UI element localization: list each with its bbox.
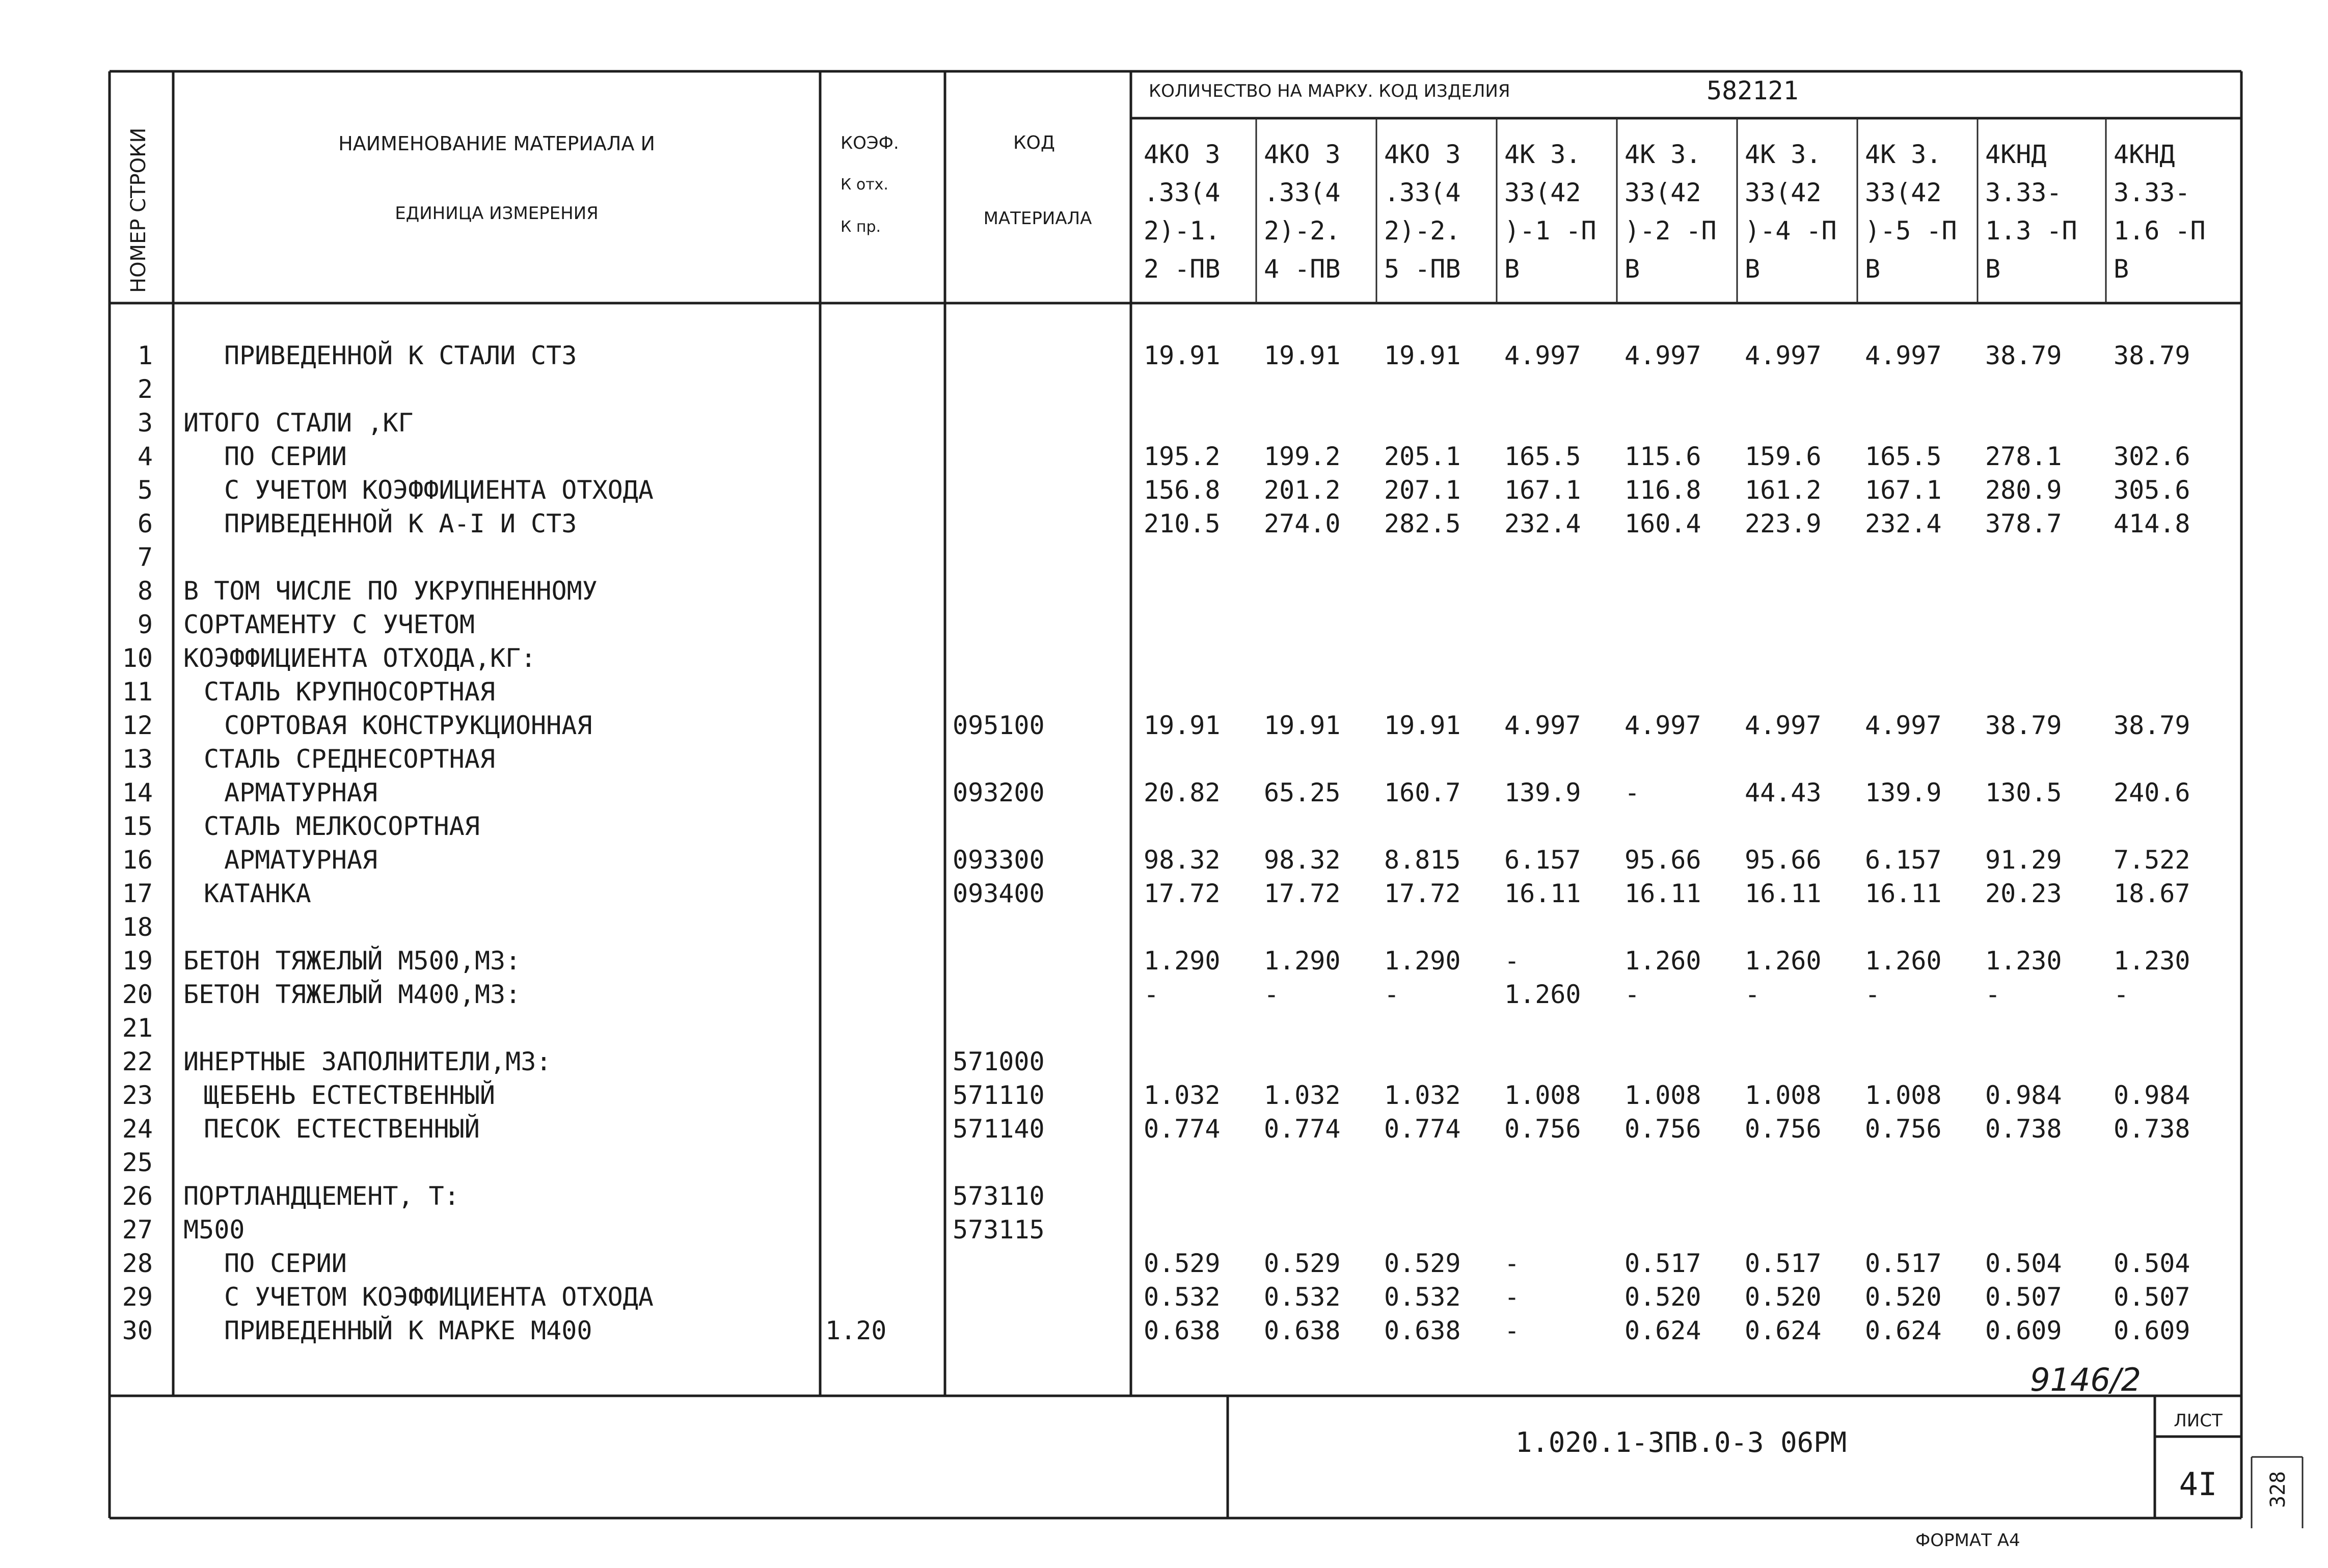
quantity-cell: 1.290 [1384,946,1461,976]
column-header-line: В [1985,254,2001,284]
quantity-cell: 1.008 [1865,1080,1942,1110]
quantity-cell: 0.520 [1865,1282,1942,1312]
quantity-cell: 16.11 [1865,879,1942,908]
quantity-cell: 1.290 [1144,946,1221,976]
material-code: 571140 [953,1114,1045,1144]
quantity-cell: 156.8 [1144,475,1221,505]
quantity-cell: 4.997 [1865,341,1942,370]
quantity-cell: 17.72 [1264,879,1341,908]
column-header-line: 33(42 [1865,178,1942,207]
column-header-line: 4К 3. [1865,140,1942,169]
quantity-cell: 38.79 [1985,341,2062,370]
product-code: 582121 [1707,76,1799,105]
quantity-cell: 0.624 [1745,1316,1822,1345]
material-label: СОРТАМЕНТУ С УЧЕТОМ [183,610,475,639]
row-number: 12 [122,711,153,740]
quantity-cell: 0.609 [1985,1316,2062,1345]
quantity-cell: 240.6 [2114,778,2190,807]
row-number-header: НОМЕР СТРОКИ [127,127,150,293]
side-mark: 328 [2266,1471,2290,1508]
quantity-cell: 0.532 [1264,1282,1341,1312]
quantity-cell: 0.638 [1264,1316,1341,1345]
column-header-line: 4КНД [2114,140,2175,169]
row-number: 19 [122,946,153,976]
quantity-cell: 1.260 [1625,946,1701,976]
quantity-cell: 1.230 [2114,946,2190,976]
quantity-cell: 0.529 [1384,1249,1461,1278]
quantity-cell: 0.774 [1264,1114,1341,1144]
row-number: 29 [122,1282,153,1312]
column-header-line: 2)-2. [1384,216,1461,246]
quantity-cell: 17.72 [1144,879,1221,908]
quantity-cell: - [1625,778,1640,807]
column-header-line: В [1745,254,1761,284]
quantity-cell: 1.032 [1384,1080,1461,1110]
quantity-cell: 98.32 [1144,845,1221,875]
column-headers [1144,140,2206,284]
material-label: АРМАТУРНАЯ [224,778,378,807]
quantity-cell: - [1504,1282,1520,1312]
quantity-cell: 0.624 [1625,1316,1701,1345]
material-label: БЕТОН ТЯЖЕЛЫЙ М500,М3: [183,946,521,976]
quantity-cell: 0.738 [2114,1114,2190,1144]
quantity-cell: 44.43 [1745,778,1822,807]
row-number: 6 [137,509,153,538]
quantity-cell: 223.9 [1745,509,1822,538]
column-header-line: 2 -ПВ [1144,254,1221,284]
material-code-header-2: МАТЕРИАЛА [983,208,1092,229]
quantity-cell: 0.774 [1384,1114,1461,1144]
quantity-cell: 6.157 [1504,845,1581,875]
quantity-cell: 0.638 [1144,1316,1221,1345]
quantity-cell: 165.5 [1865,442,1942,471]
row-number: 1 [137,341,153,370]
row-number: 4 [137,442,153,471]
quantity-cell: - [1745,980,1761,1009]
quantity-cell: 0.624 [1865,1316,1942,1345]
material-code: 093300 [953,845,1045,875]
column-header-line: .33(4 [1384,178,1461,207]
quantity-cell: 0.756 [1865,1114,1942,1144]
quantity-header: КОЛИЧЕСТВО НА МАРКУ. КОД ИЗДЕЛИЯ [1149,81,1510,101]
quantity-cell: 18.67 [2114,879,2190,908]
quantity-cell: 207.1 [1384,475,1461,505]
row-number: 16 [122,845,153,875]
quantity-cell: 0.774 [1144,1114,1221,1144]
row-number: 3 [137,408,153,438]
quantity-cell: 414.8 [2114,509,2190,538]
quantity-cell: 19.91 [1384,711,1461,740]
coefficient-header: КОЭФ. [841,133,899,153]
row-number: 28 [122,1249,153,1278]
quantity-cell: - [2114,980,2129,1009]
quantity-cell: 210.5 [1144,509,1221,538]
column-header-line: 1.6 -П [2114,216,2206,246]
material-label: СТАЛЬ КРУПНОСОРТНАЯ [204,677,495,707]
quantity-cell: 0.507 [1985,1282,2062,1312]
quantity-cell: 38.79 [2114,711,2190,740]
quantity-cell: 38.79 [2114,341,2190,370]
quantity-cell: 0.756 [1625,1114,1701,1144]
quantity-cell: 95.66 [1625,845,1701,875]
quantity-cell: 280.9 [1985,475,2062,505]
column-header-line: .33(4 [1144,178,1221,207]
material-code: 571000 [953,1047,1045,1076]
quantity-cell: 0.638 [1384,1316,1461,1345]
material-label: С УЧЕТОМ КОЭФФИЦИЕНТА ОТХОДА [224,475,654,505]
row-number: 27 [122,1215,153,1245]
row-number: 8 [137,576,153,606]
coefficient-reduced-header: К пр. [841,218,881,236]
quantity-cell: 1.008 [1745,1080,1822,1110]
quantity-cell: 4.997 [1865,711,1942,740]
column-header-line: .33(4 [1264,178,1341,207]
column-header-line: 1.3 -П [1985,216,2077,246]
row-number: 2 [137,374,153,404]
quantity-cell: - [1865,980,1881,1009]
material-label: С УЧЕТОМ КОЭФФИЦИЕНТА ОТХОДА [224,1282,654,1312]
quantity-cell: 20.82 [1144,778,1221,807]
row-number: 9 [137,610,153,639]
coefficient-waste-header: К отх. [841,176,888,194]
quantity-cell: 16.11 [1745,879,1822,908]
quantity-cell: - [1504,1249,1520,1278]
column-header-line: 4КО 3 [1144,140,1221,169]
column-header-line: 3.33- [1985,178,2062,207]
quantity-cell: 1.008 [1504,1080,1581,1110]
quantity-cell: 4.997 [1745,711,1822,740]
column-header-line: 33(42 [1745,178,1822,207]
row-number: 30 [122,1316,153,1345]
column-header-line: 4КО 3 [1384,140,1461,169]
quantity-cell: 1.032 [1144,1080,1221,1110]
quantity-cell: 95.66 [1745,845,1822,875]
quantity-cell: 282.5 [1384,509,1461,538]
material-label: ПО СЕРИИ [224,1249,347,1278]
quantity-cell: 116.8 [1625,475,1701,505]
quantity-cell: 195.2 [1144,442,1221,471]
quantity-cell: 4.997 [1625,341,1701,370]
quantity-cell: 160.4 [1625,509,1701,538]
quantity-cell: 0.520 [1625,1282,1701,1312]
material-label: ЩЕБЕНЬ ЕСТЕСТВЕННЫЙ [204,1080,495,1110]
quantity-cell: 16.11 [1625,879,1701,908]
quantity-cell: 201.2 [1264,475,1341,505]
column-header-line: 4 -ПВ [1264,254,1341,284]
quantity-cell: 1.008 [1625,1080,1701,1110]
material-code: 573110 [953,1181,1045,1211]
quantity-cell: 160.7 [1384,778,1461,807]
quantity-cell: - [1985,980,2001,1009]
quantity-cell: - [1264,980,1280,1009]
column-header-line: )-4 -П [1745,216,1837,246]
handwritten-sheet-ref: 9146/2 [2030,1361,2142,1398]
quantity-cell: 4.997 [1504,341,1581,370]
quantity-cell: 0.504 [2114,1249,2190,1278]
quantity-cell: 278.1 [1985,442,2062,471]
row-number: 20 [122,980,153,1009]
material-label: ПОРТЛАНДЦЕМЕНТ, Т: [183,1181,459,1211]
material-code: 571110 [953,1080,1045,1110]
quantity-cell: 139.9 [1865,778,1942,807]
column-header-line: В [2114,254,2129,284]
column-header-line: В [1504,254,1520,284]
material-label: КАТАНКА [204,879,311,908]
row-number: 23 [122,1080,153,1110]
quantity-cell: 0.738 [1985,1114,2062,1144]
column-header-line: )-5 -П [1865,216,1957,246]
material-label: АРМАТУРНАЯ [224,845,378,875]
material-label: БЕТОН ТЯЖЕЛЫЙ М400,М3: [183,980,521,1009]
column-header-line: )-2 -П [1625,216,1717,246]
quantity-cell: 19.91 [1144,711,1221,740]
quantity-cell: 167.1 [1504,475,1581,505]
material-label: СОРТОВАЯ КОНСТРУКЦИОННАЯ [224,711,592,740]
material-label: ПРИВЕДЕННЫЙ К МАРКЕ М400 [224,1316,592,1345]
quantity-cell: 167.1 [1865,475,1942,505]
column-header-line: 5 -ПВ [1384,254,1461,284]
quantity-cell: 19.91 [1264,711,1341,740]
material-code: 093200 [953,778,1045,807]
quantity-cell: - [1504,1316,1520,1345]
row-number: 21 [122,1013,153,1043]
quantity-cell: 0.984 [2114,1080,2190,1110]
quantity-cell: 17.72 [1384,879,1461,908]
quantity-cell: 1.260 [1865,946,1942,976]
quantity-cell: - [1504,946,1520,976]
column-header-line: В [1865,254,1881,284]
material-code: 095100 [953,711,1045,740]
row-number: 26 [122,1181,153,1211]
row-number: 24 [122,1114,153,1144]
quantity-cell: 7.522 [2114,845,2190,875]
quantity-cell: 19.91 [1144,341,1221,370]
quantity-cell: 0.529 [1264,1249,1341,1278]
document-code: 1.020.1-3ПВ.0-3 06РМ [1515,1426,1847,1458]
row-number: 18 [122,912,153,942]
quantity-cell: 19.91 [1384,341,1461,370]
quantity-cell: 65.25 [1264,778,1341,807]
quantity-cell: 232.4 [1865,509,1942,538]
quantity-cell: 98.32 [1264,845,1341,875]
quantity-cell: 0.532 [1144,1282,1221,1312]
row-number: 5 [137,475,153,505]
quantity-cell: 305.6 [2114,475,2190,505]
quantity-cell: 38.79 [1985,711,2062,740]
row-number: 7 [137,543,153,572]
column-header-line: 4К 3. [1625,140,1701,169]
column-header-line: 4КО 3 [1264,140,1341,169]
quantity-cell: 0.517 [1865,1249,1942,1278]
quantity-cell: 199.2 [1264,442,1341,471]
column-header-line: 4КНД [1985,140,2047,169]
quantity-cell: 205.1 [1384,442,1461,471]
column-header-line: 33(42 [1625,178,1701,207]
column-header-line: )-1 -П [1504,216,1596,246]
quantity-cell: 165.5 [1504,442,1581,471]
material-label: ПРИВЕДЕННОЙ К А-I И СТ3 [224,509,577,538]
row-number: 10 [122,643,153,673]
sheet-label: ЛИСТ [2174,1411,2223,1431]
row-number: 25 [122,1148,153,1177]
quantity-cell: 0.517 [1745,1249,1822,1278]
column-header-line: 2)-2. [1264,216,1341,246]
row-number: 15 [122,812,153,841]
quantity-cell: 1.290 [1264,946,1341,976]
quantity-cell: 1.230 [1985,946,2062,976]
column-header-line: В [1625,254,1640,284]
quantity-cell: 0.756 [1745,1114,1822,1144]
material-code: 573115 [953,1215,1045,1245]
unit-header: ЕДИНИЦА ИЗМЕРЕНИЯ [395,203,599,224]
format-label: ФОРМАТ А4 [1915,1530,2020,1551]
quantity-cell: - [1144,980,1159,1009]
quantity-cell: 232.4 [1504,509,1581,538]
title-block [1515,1361,2290,1551]
quantity-cell: - [1625,980,1640,1009]
material-label: ПРИВЕДЕННОЙ К СТАЛИ СТ3 [224,341,577,370]
quantity-cell: 0.520 [1745,1282,1822,1312]
quantity-cell: 0.984 [1985,1080,2062,1110]
column-header-line: 4К 3. [1504,140,1581,169]
quantity-cell: 8.815 [1384,845,1461,875]
quantity-cell: 161.2 [1745,475,1822,505]
quantity-cell: 274.0 [1264,509,1341,538]
material-label: ИТОГО СТАЛИ ,КГ [183,408,414,438]
quantity-cell: 0.609 [2114,1316,2190,1345]
quantity-cell: 0.756 [1504,1114,1581,1144]
row-number: 17 [122,879,153,908]
material-label: КОЭФФИЦИЕНТА ОТХОДА,КГ: [183,643,536,673]
quantity-cell: 4.997 [1745,341,1822,370]
material-code: 093400 [953,879,1045,908]
material-name-header: НАИМЕНОВАНИЕ МАТЕРИАЛА И [338,132,655,155]
column-header-line: 2)-1. [1144,216,1221,246]
quantity-cell: 1.032 [1264,1080,1341,1110]
coefficient-value: 1.20 [825,1316,887,1345]
row-number: 13 [122,744,153,774]
quantity-cell: 0.517 [1625,1249,1701,1278]
quantity-cell: 0.532 [1384,1282,1461,1312]
quantity-cell: 302.6 [2114,442,2190,471]
row-number: 22 [122,1047,153,1076]
column-header-line: 4К 3. [1745,140,1822,169]
quantity-cell: 1.260 [1745,946,1822,976]
sheet-number: 4I [2179,1466,2217,1503]
quantity-cell: 4.997 [1625,711,1701,740]
material-label: ПО СЕРИИ [224,442,347,471]
material-label: ИНЕРТНЫЕ ЗАПОЛНИТЕЛИ,М3: [183,1047,552,1076]
quantity-cell: 6.157 [1865,845,1942,875]
material-label: В ТОМ ЧИСЛЕ ПО УКРУПНЕННОМУ [183,576,598,606]
quantity-cell: 139.9 [1504,778,1581,807]
quantity-cell: 16.11 [1504,879,1581,908]
quantity-cell: 20.23 [1985,879,2062,908]
row-number: 11 [122,677,153,707]
quantity-cell: 1.260 [1504,980,1581,1009]
table-body [122,340,2190,1345]
quantity-cell: 4.997 [1504,711,1581,740]
quantity-cell: 130.5 [1985,778,2062,807]
quantity-cell: 159.6 [1745,442,1822,471]
column-header-line: 3.33- [2114,178,2190,207]
material-label: СТАЛЬ СРЕДНЕСОРТНАЯ [204,744,495,774]
row-number: 14 [122,778,153,807]
material-label: СТАЛЬ МЕЛКОСОРТНАЯ [204,812,480,841]
quantity-cell: 378.7 [1985,509,2062,538]
quantity-cell: 19.91 [1264,341,1341,370]
quantity-cell: 91.29 [1985,845,2062,875]
quantity-cell: - [1384,980,1400,1009]
material-label: ПЕСОК ЕСТЕСТВЕННЫЙ [204,1114,480,1144]
quantity-cell: 0.507 [2114,1282,2190,1312]
quantity-cell: 115.6 [1625,442,1701,471]
column-header-line: 33(42 [1504,178,1581,207]
material-label: М500 [183,1215,245,1245]
quantity-cell: 0.529 [1144,1249,1221,1278]
quantity-cell: 0.504 [1985,1249,2062,1278]
material-code-header: КОД [1013,132,1055,153]
